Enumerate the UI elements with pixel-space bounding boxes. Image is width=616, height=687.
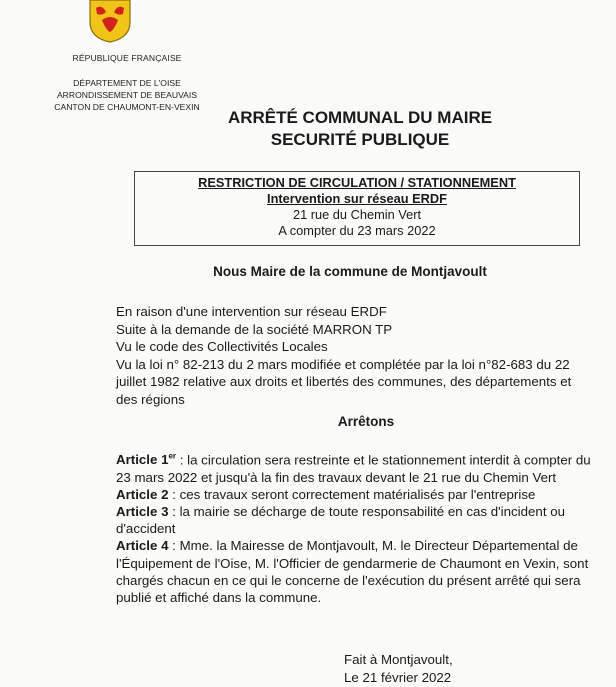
article-text: : Mme. la Mairesse de Montjavoult, M. le Directeur Départemental de l'Équipement de l'Oise, M. l'Officier de gendarmerie de Chaumont en Vexin, sont chargés chacun en ce qui le concerne de l'exécution du présent arrêté qui sera publié et affiché dans la commune. — [116, 538, 589, 606]
considerants-list — [116, 303, 596, 409]
mayor-statement: Nous Maire de la commune de Montjavoult — [213, 264, 487, 279]
article-label-sup: er — [168, 452, 177, 461]
article-3 — [116, 503, 596, 537]
considerant-item: Suite à la demande de la société MARRON TP — [116, 321, 393, 337]
article-text: : ces travaux seront correctement matérialisés par l'entreprise — [168, 486, 536, 502]
canton-label: CANTON DE CHAUMONT-EN-VEXIN — [54, 102, 200, 112]
signature-block — [344, 651, 544, 685]
considerant-item: Vu la loi n° 82-213 du 2 mars modifiée et complétée par la loi n°82-683 du 22 juillet 1982 relative aux droits et libertés des communes, des départements et des régions — [116, 356, 572, 407]
article-4 — [116, 537, 596, 606]
article-2 — [116, 486, 596, 503]
title-line-1: ARRÊTÉ COMMUNAL DU MAIRE — [227, 108, 493, 127]
article-label-text: Article 1 — [116, 452, 169, 468]
administrative-header — [52, 52, 202, 113]
republic-label: RÉPUBLIQUE FRANÇAISE — [72, 53, 182, 63]
subject-line-1: RESTRICTION DE CIRCULATION / STATIONNEMENT — [198, 175, 516, 190]
article-label: Article 4 — [116, 538, 169, 554]
subject-address: 21 rue du Chemin Vert — [292, 207, 422, 222]
considerant-item: En raison d'une intervention sur réseau ERDF — [116, 304, 387, 319]
article-label: Article 2 — [116, 486, 169, 502]
article-text: : la circulation sera restreinte et le stationnement interdit à compter du 23 mars 2022 et jusqu'à la fin des travaux devant le 21 rue du Chemin Vert — [116, 452, 591, 485]
considerant-item: Vu le code des Collectivités Locales — [116, 339, 328, 355]
arretons-heading: Arrêtons — [337, 414, 395, 429]
subject-date: A compter du 23 mars 2022 — [278, 223, 436, 238]
article-text: : la mairie se décharge de toute responsabilité en cas d'incident ou d'accident — [116, 504, 566, 537]
article-label: Article 3 — [116, 504, 169, 520]
article-1 — [116, 448, 596, 486]
article-label — [116, 452, 176, 467]
signature-date: Le 21 février 2022 — [344, 670, 452, 685]
municipal-crest-icon — [80, 0, 140, 42]
subject-line-2: Intervention sur réseau ERDF — [267, 191, 447, 206]
signature-place: Fait à Montjavoult, — [344, 652, 453, 667]
department-label: DÉPARTEMENT DE L'OISE — [73, 78, 181, 88]
articles-list — [116, 448, 596, 606]
subject-box — [134, 171, 580, 246]
document-title — [200, 107, 520, 151]
arrondissement-label: ARRONDISSEMENT DE BEAUVAIS — [56, 90, 198, 100]
title-line-2: SECURITÉ PUBLIQUE — [270, 130, 450, 149]
